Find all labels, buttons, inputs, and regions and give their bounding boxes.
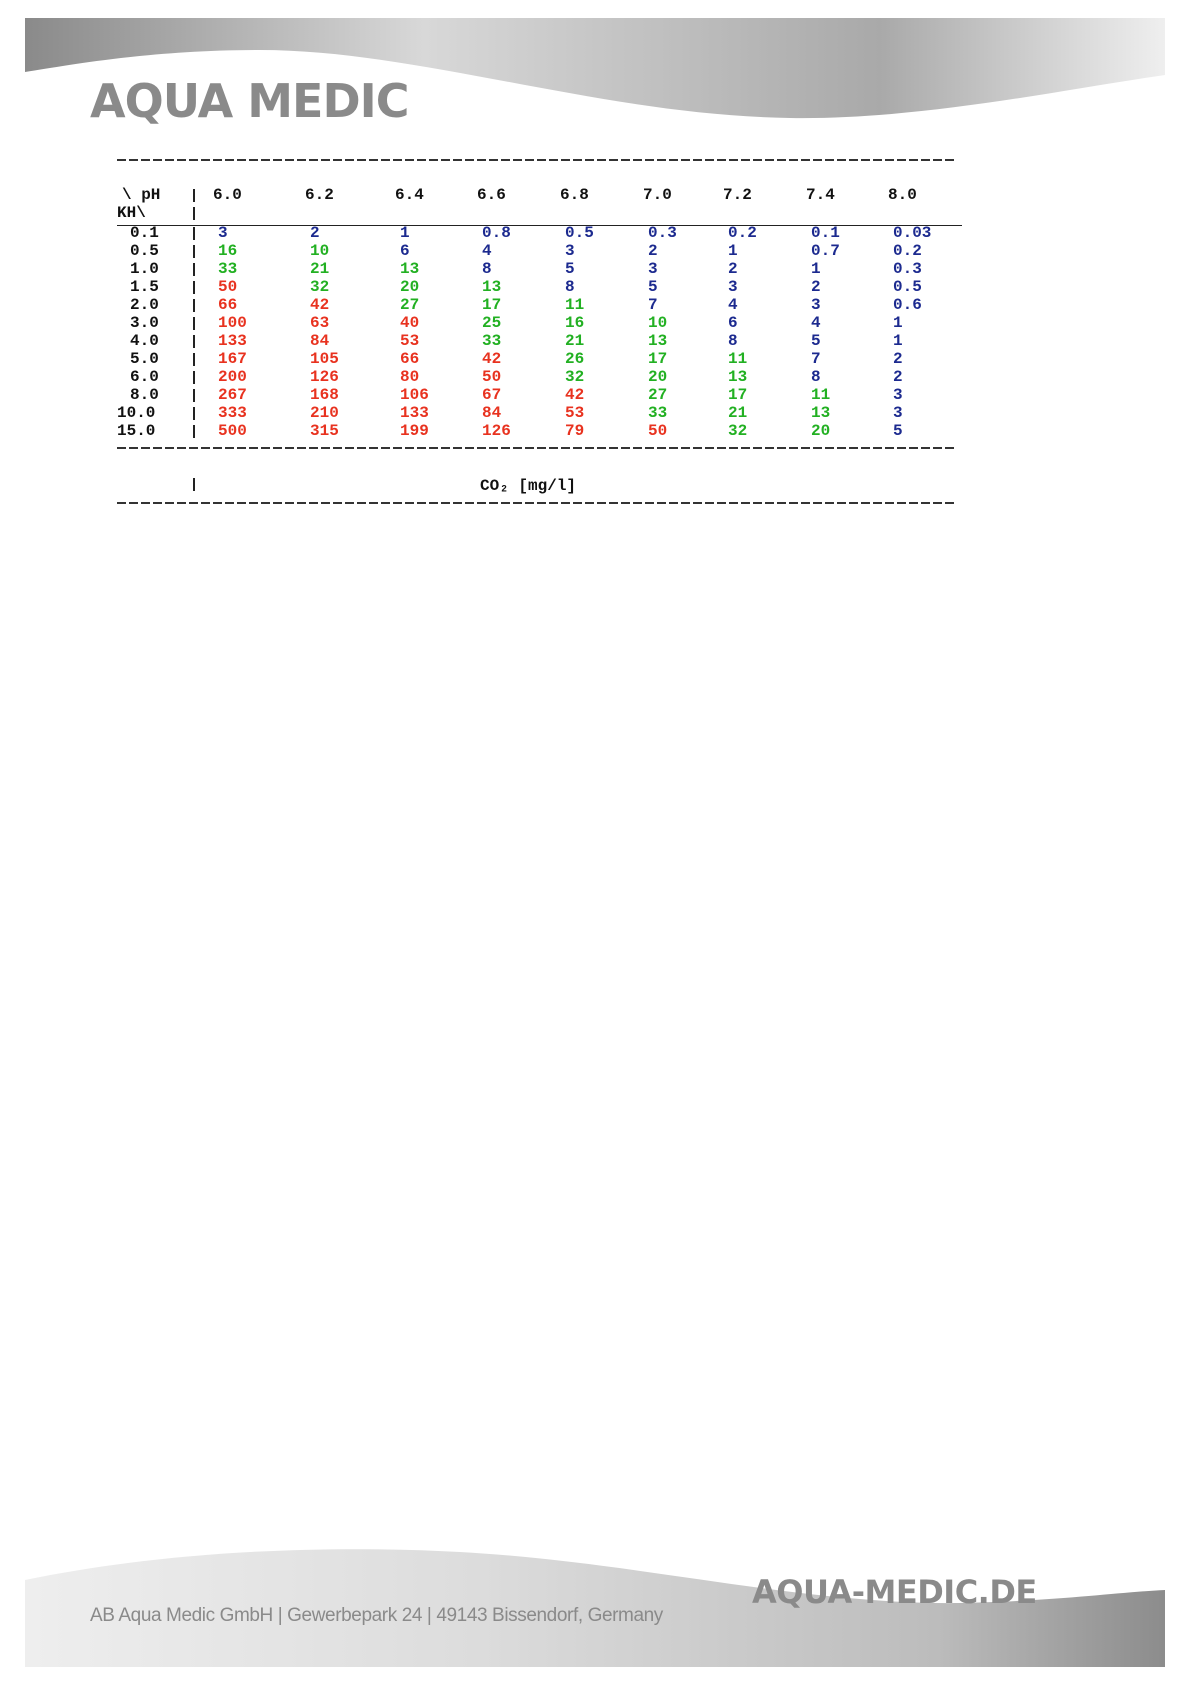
mid-dashed-rule	[117, 447, 957, 449]
co2-value-cell: 3	[811, 296, 821, 314]
co2-value-cell: 333	[218, 404, 247, 422]
co2-value-cell: 32	[310, 278, 330, 296]
co2-value-cell: 50	[218, 278, 238, 296]
unit-label: CO₂ [mg/l]	[480, 477, 577, 495]
co2-value-cell: 1	[728, 242, 738, 260]
co2-value-cell: 4	[811, 314, 821, 332]
co2-value-cell: 17	[482, 296, 502, 314]
co2-value-cell: 26	[565, 350, 585, 368]
co2-value-cell: 13	[400, 260, 420, 278]
co2-value-cell: 17	[648, 350, 668, 368]
footer-website: AQUA-MEDIC.DE	[752, 1573, 1037, 1611]
co2-value-cell: 5	[893, 422, 903, 440]
ph-header-cell: 6.0	[213, 186, 242, 204]
kh-row-label: 5.0	[130, 350, 159, 368]
row-separator	[193, 317, 195, 330]
co2-value-cell: 3	[893, 404, 903, 422]
co2-value-cell: 0.2	[893, 242, 922, 260]
co2-value-cell: 133	[218, 332, 247, 350]
co2-value-cell: 500	[218, 422, 247, 440]
co2-value-cell: 42	[310, 296, 330, 314]
header-separator	[193, 207, 195, 220]
brand-logo: AQUA MEDIC	[90, 74, 409, 128]
co2-value-cell: 1	[893, 332, 903, 350]
ph-header-cell: 6.8	[560, 186, 589, 204]
co2-value-cell: 27	[648, 386, 668, 404]
co2-value-cell: 1	[400, 224, 410, 242]
co2-value-cell: 80	[400, 368, 420, 386]
co2-value-cell: 33	[482, 332, 502, 350]
co2-value-cell: 3	[218, 224, 228, 242]
kh-row-label: 1.5	[130, 278, 159, 296]
co2-value-cell: 5	[811, 332, 821, 350]
co2-value-cell: 4	[482, 242, 492, 260]
row-separator	[193, 335, 195, 348]
bottom-dashed-rule	[117, 502, 957, 504]
co2-value-cell: 0.5	[565, 224, 594, 242]
co2-value-cell: 67	[482, 386, 502, 404]
co2-value-cell: 0.3	[648, 224, 677, 242]
co2-value-cell: 3	[728, 278, 738, 296]
ph-header-cell: 6.4	[395, 186, 424, 204]
co2-value-cell: 11	[565, 296, 585, 314]
co2-value-cell: 106	[400, 386, 429, 404]
co2-value-cell: 8	[811, 368, 821, 386]
co2-value-cell: 1	[811, 260, 821, 278]
co2-value-cell: 3	[648, 260, 658, 278]
kh-row-label: 10.0	[117, 404, 156, 422]
co2-value-cell: 10	[648, 314, 668, 332]
co2-value-cell: 42	[482, 350, 502, 368]
kh-row-label: 2.0	[130, 296, 159, 314]
row-separator	[193, 263, 195, 276]
ph-header-cell: 7.2	[723, 186, 752, 204]
row-separator	[193, 299, 195, 312]
corner-kh-label: KH\	[117, 204, 146, 222]
row-separator	[193, 389, 195, 402]
co2-value-cell: 0.1	[811, 224, 840, 242]
co2-value-cell: 27	[400, 296, 420, 314]
co2-value-cell: 168	[310, 386, 339, 404]
corner-ph-label: \ pH	[122, 186, 161, 204]
co2-value-cell: 0.7	[811, 242, 840, 260]
co2-value-cell: 84	[482, 404, 502, 422]
co2-value-cell: 84	[310, 332, 330, 350]
co2-value-cell: 210	[310, 404, 339, 422]
footer-address: AB Aqua Medic GmbH | Gewerbepark 24 | 49143 Bissendorf, Germany	[90, 1605, 663, 1626]
co2-value-cell: 33	[218, 260, 238, 278]
co2-value-cell: 100	[218, 314, 247, 332]
kh-row-label: 8.0	[130, 386, 159, 404]
co2-value-cell: 40	[400, 314, 420, 332]
co2-value-cell: 21	[728, 404, 748, 422]
co2-value-cell: 0.8	[482, 224, 511, 242]
co2-value-cell: 11	[811, 386, 831, 404]
co2-value-cell: 20	[400, 278, 420, 296]
co2-value-cell: 8	[728, 332, 738, 350]
co2-value-cell: 50	[648, 422, 668, 440]
co2-value-cell: 53	[400, 332, 420, 350]
kh-row-label: 4.0	[130, 332, 159, 350]
co2-value-cell: 42	[565, 386, 585, 404]
row-separator	[193, 353, 195, 366]
co2-value-cell: 167	[218, 350, 247, 368]
co2-value-cell: 267	[218, 386, 247, 404]
unit-separator	[193, 478, 195, 491]
co2-value-cell: 6	[728, 314, 738, 332]
row-separator	[193, 227, 195, 240]
co2-value-cell: 32	[728, 422, 748, 440]
co2-value-cell: 200	[218, 368, 247, 386]
co2-value-cell: 0.03	[893, 224, 932, 242]
co2-value-cell: 105	[310, 350, 339, 368]
co2-value-cell: 8	[482, 260, 492, 278]
co2-value-cell: 11	[728, 350, 748, 368]
co2-value-cell: 2	[811, 278, 821, 296]
row-separator	[193, 425, 195, 438]
co2-value-cell: 315	[310, 422, 339, 440]
co2-value-cell: 66	[400, 350, 420, 368]
co2-value-cell: 2	[310, 224, 320, 242]
top-dashed-rule	[117, 159, 957, 161]
co2-table	[0, 0, 1191, 520]
co2-value-cell: 7	[811, 350, 821, 368]
ph-header-cell: 7.0	[643, 186, 672, 204]
co2-value-cell: 126	[482, 422, 511, 440]
co2-value-cell: 2	[648, 242, 658, 260]
co2-value-cell: 2	[893, 350, 903, 368]
co2-value-cell: 199	[400, 422, 429, 440]
co2-value-cell: 3	[893, 386, 903, 404]
co2-value-cell: 20	[811, 422, 831, 440]
co2-value-cell: 0.6	[893, 296, 922, 314]
co2-value-cell: 25	[482, 314, 502, 332]
kh-row-label: 0.5	[130, 242, 159, 260]
co2-value-cell: 6	[400, 242, 410, 260]
co2-value-cell: 7	[648, 296, 658, 314]
ph-header-cell: 6.6	[477, 186, 506, 204]
row-separator	[193, 281, 195, 294]
row-separator	[193, 407, 195, 420]
co2-value-cell: 79	[565, 422, 585, 440]
kh-row-label: 6.0	[130, 368, 159, 386]
kh-row-label: 1.0	[130, 260, 159, 278]
co2-value-cell: 16	[218, 242, 238, 260]
co2-value-cell: 1	[893, 314, 903, 332]
row-separator	[193, 245, 195, 258]
co2-value-cell: 3	[565, 242, 575, 260]
co2-value-cell: 50	[482, 368, 502, 386]
co2-value-cell: 2	[893, 368, 903, 386]
co2-value-cell: 16	[565, 314, 585, 332]
co2-value-cell: 20	[648, 368, 668, 386]
co2-value-cell: 133	[400, 404, 429, 422]
co2-value-cell: 63	[310, 314, 330, 332]
co2-value-cell: 13	[482, 278, 502, 296]
kh-row-label: 3.0	[130, 314, 159, 332]
co2-value-cell: 5	[648, 278, 658, 296]
co2-value-cell: 13	[648, 332, 668, 350]
ph-header-cell: 8.0	[888, 186, 917, 204]
co2-value-cell: 13	[811, 404, 831, 422]
co2-value-cell: 10	[310, 242, 330, 260]
co2-value-cell: 17	[728, 386, 748, 404]
ph-header-cell: 6.2	[305, 186, 334, 204]
kh-row-label: 15.0	[117, 422, 156, 440]
co2-value-cell: 32	[565, 368, 585, 386]
co2-value-cell: 33	[648, 404, 668, 422]
co2-value-cell: 0.3	[893, 260, 922, 278]
co2-value-cell: 66	[218, 296, 238, 314]
co2-value-cell: 13	[728, 368, 748, 386]
co2-value-cell: 2	[728, 260, 738, 278]
ph-header-cell: 7.4	[806, 186, 835, 204]
co2-value-cell: 5	[565, 260, 575, 278]
kh-row-label: 0.1	[130, 224, 159, 242]
row-separator	[193, 371, 195, 384]
header-separator	[193, 189, 195, 202]
co2-value-cell: 8	[565, 278, 575, 296]
co2-value-cell: 4	[728, 296, 738, 314]
co2-value-cell: 53	[565, 404, 585, 422]
co2-value-cell: 21	[310, 260, 330, 278]
co2-value-cell: 0.5	[893, 278, 922, 296]
co2-value-cell: 21	[565, 332, 585, 350]
co2-value-cell: 126	[310, 368, 339, 386]
co2-value-cell: 0.2	[728, 224, 757, 242]
